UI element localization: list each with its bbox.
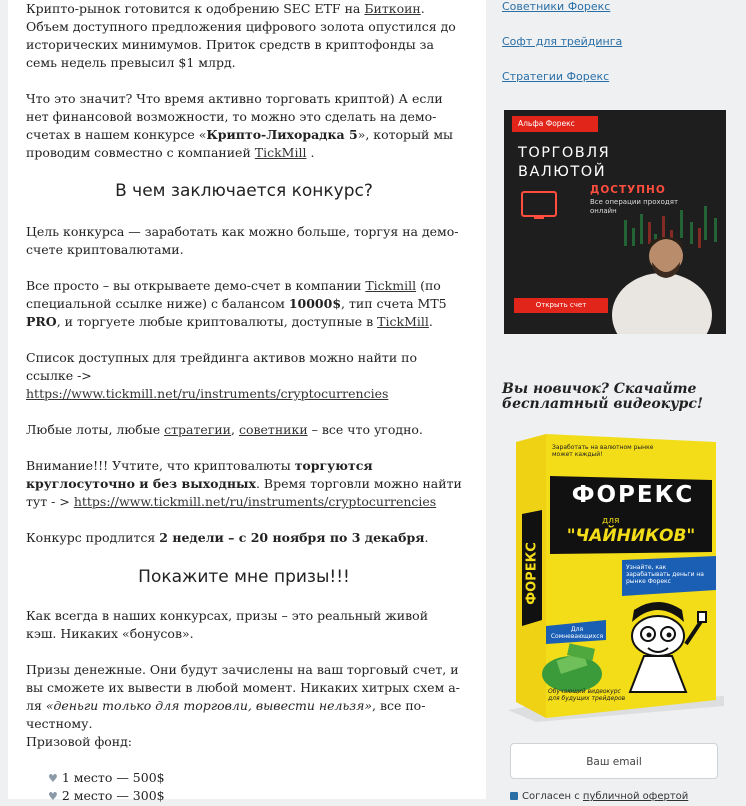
book-spine-text: ФОРЕКС (524, 542, 540, 605)
book-right-text: Узнайте, как зарабатывать деньги на рынке Форекс (626, 564, 704, 585)
course-title: Вы новичок? Скачайте бесплатный видеокурс! (502, 381, 704, 412)
email-input[interactable]: Ваш email (510, 743, 718, 779)
paragraph: Что это значит? Что время активно торговать криптой) А если нет финансовой возможности, то можно это сделать на демо-счетах в нашем конкурсе «Крипто-Лихорадка 5», который мы проводим совместно с компанией TickMill . (26, 91, 453, 160)
paragraph: Призы денежные. Они будут зачислены на ваш торговый счет, и вы сможете их вывести в любой момент. Никаких хитрых схем а-ля «деньги только для торговли, вывести нельзя», все по-честному. (26, 662, 460, 731)
paragraph: Цель конкурса — заработать как можно больше, торгуя на демо-счете криптовалютами. (26, 224, 459, 257)
brand-badge: Альфа Форекс (512, 116, 598, 132)
book-title: ФОРЕКС (571, 482, 695, 508)
book-top-text: Заработать на валютном рынке может каждый! (552, 444, 654, 458)
sidebar (486, 0, 746, 802)
paragraph: Крипто-рынок готовится к одобрению SEC ETF на Биткоин. Объем доступного предложения цифрового золота опустился до исторических минимумов. Приток средств в криптофонды за семь недель превысил $1 млрд. (26, 1, 456, 70)
advisors-link[interactable]: советники (238, 422, 308, 437)
heart-icon: ♥ (48, 772, 58, 785)
public-offer-link[interactable]: публичной офертой (582, 791, 689, 802)
paragraph: Как всегда в наших конкурсах, призы – это реальный живой кэш. Никаких «бонусов». (26, 608, 429, 641)
tickmill-link[interactable]: TickMill (254, 145, 307, 160)
tickmill-link[interactable]: Tickmill (365, 278, 417, 293)
paragraph: Список доступных для трейдинга активов можно найти по ссылке -> (26, 350, 417, 383)
list-item: ♥ 2 место — 300$ (48, 788, 165, 803)
course-book-image[interactable] (502, 430, 730, 724)
paragraph: Все просто – вы открываете демо-счет в компании Tickmill (по специальной ссылке ниже) с балансом 10000$, тип счета МТ5 PRO, и торгуете любые криптовалюты, доступные в TickMill. (26, 278, 447, 329)
instruments-url-link[interactable]: https://www.tickmill.net/ru/instruments/cryptocurrencies (26, 386, 389, 401)
sidebar-link-advisors[interactable]: Советники Форекс (502, 0, 611, 13)
paragraph: Внимание!!! Учтите, что криптовалюты торгуются круглосуточно и без выходных. Время торговли можно найти тут - > https://www.tickmill.net/ru/instruments/cryptocurrencies (26, 458, 462, 509)
tickmill-link[interactable]: TickMill (377, 314, 429, 329)
section-heading: Покажите мне призы!!! (138, 567, 350, 587)
sidebar-link-software[interactable]: Софт для трейдинга (502, 35, 623, 48)
banner-headline: ТОРГОВЛЯ ВАЛЮТОЙ (518, 145, 611, 180)
book-bottom-text: Обучающий видеокурс для будущих трейдеров (548, 688, 626, 702)
book-title-for: для (602, 516, 620, 526)
agree-checkbox[interactable]: Согласен с публичной офертой (510, 791, 688, 802)
book-title-dummies: "ЧАЙНИКОВ" (566, 526, 696, 546)
paragraph: Конкурс продлится 2 недели – с 20 ноября по 3 декабря. (26, 530, 429, 545)
strategies-link[interactable]: стратегии (164, 422, 232, 437)
section-heading: В чем заключается конкурс? (115, 181, 373, 201)
sidebar-link-strategies[interactable]: Стратегии Форекс (502, 70, 610, 83)
paragraph: Любые лоты, любые стратегии, советники – все что угодно. (26, 422, 423, 437)
paragraph: Призовой фонд: (26, 734, 132, 749)
list-item: ♥ 1 место — 500$ (48, 770, 165, 785)
ad-banner[interactable] (504, 110, 726, 334)
bitcoin-link[interactable]: Биткоин (364, 1, 421, 16)
paragraph (26, 385, 462, 403)
book-subtitle: Для Сомневающихся (550, 626, 604, 640)
trading-hours-link[interactable]: https://www.tickmill.net/ru/instruments/cryptocurrencies (73, 494, 437, 509)
main-content (8, 0, 486, 803)
open-account-button[interactable]: Открыть счет (514, 298, 608, 313)
heart-icon: ♥ (48, 790, 58, 803)
banner-accent: ДОСТУПНО (590, 184, 666, 196)
banner-subtext: Все операции проходят онлайн (590, 198, 679, 215)
